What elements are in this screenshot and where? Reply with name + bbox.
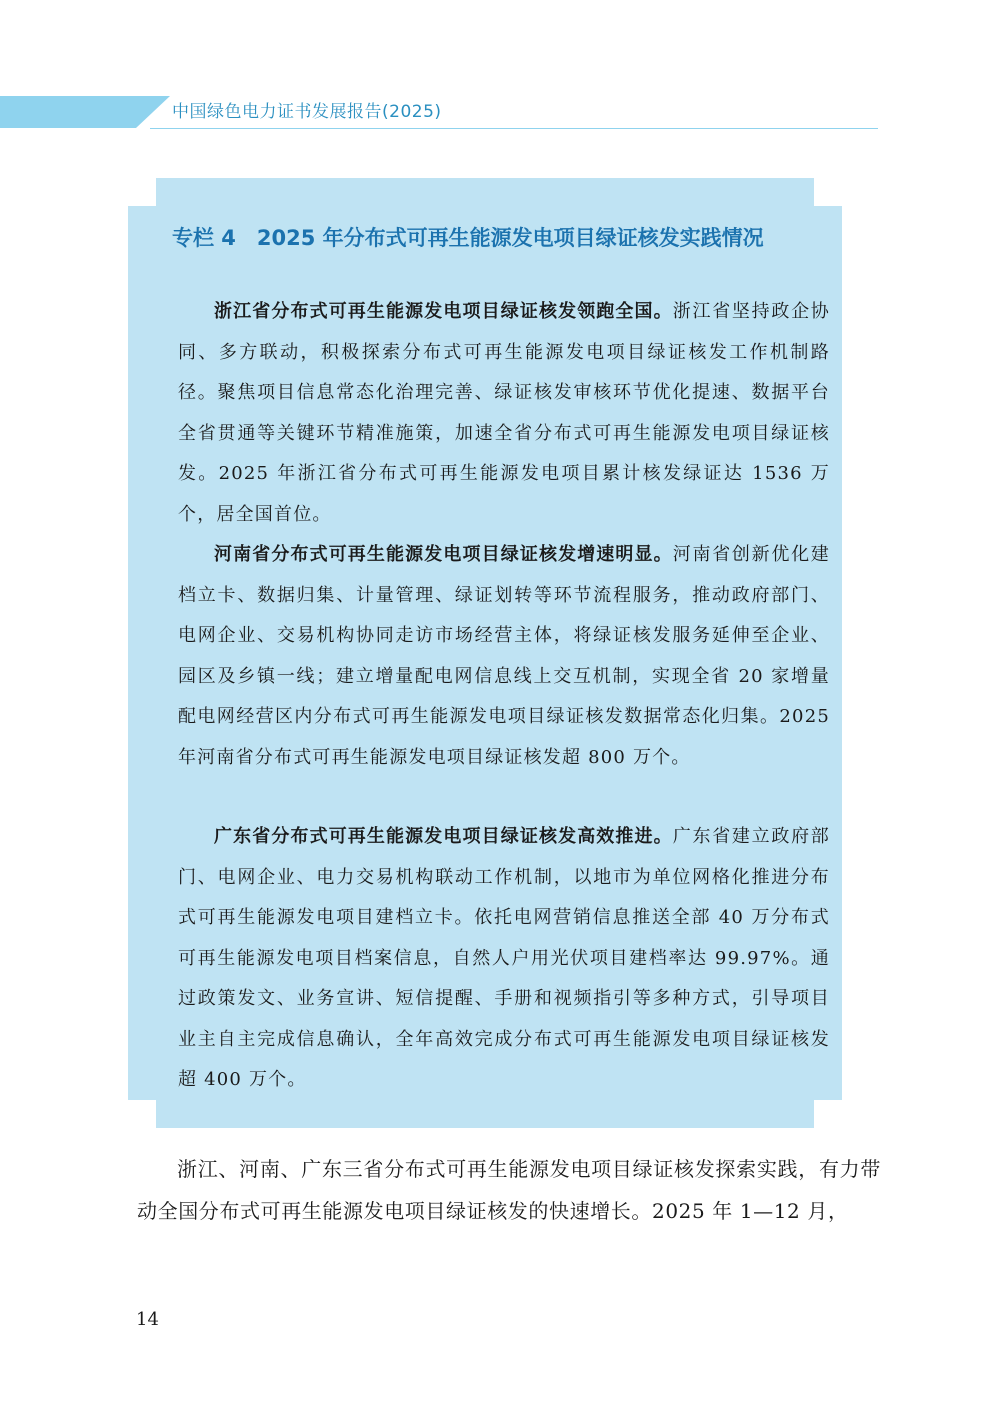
box-paragraph-zhejiang (178, 292, 830, 535)
paragraph-lead-zhejiang: 浙江省分布式可再生能源发电项目绿证核发领跑全国。 (214, 301, 673, 322)
paragraph-text-henan: 河南省创新优化建档立卡、数据归集、计量管理、绿证划转等环节流程服务，推动政府部门、电网企业、交易机构协同走访市场经营主体，将绿证核发服务延伸至企业、园区及乡镇一线；建立增量配电网信息线上交互机制，实现全省 20 家增量配电网经营区内分布式可再生能源发电项目绿证核发数据常态化归集。2025 年河南省分布式可再生能源发电项目绿证核发超 800 万个。 (178, 544, 830, 768)
paragraph-text-guangdong: 广东省建立政府部门、电网企业、电力交易机构联动工作机制，以地市为单位网格化推进分布式可再生能源发电项目建档立卡。依托电网营销信息推送全部 40 万分布式可再生能源发电项目档案信息，自然人户用光伏项目建档率达 99.97%。通过政策发文、业务宣讲、短信提醒、手册和视频指引等多种方式，引导项目业主自主完成信息确认，全年高效完成分布式可再生能源发电项目绿证核发超 400 万个。 (178, 826, 830, 1090)
box-paragraph-henan (178, 535, 830, 778)
running-header-title: 中国绿色电力证书发展报告(2025) (172, 102, 442, 122)
box-paragraph-guangdong (178, 817, 830, 1101)
paragraph-text-zhejiang: 浙江省坚持政企协同、多方联动，积极探索分布式可再生能源发电项目绿证核发工作机制路径。聚焦项目信息常态化治理完善、绿证核发审核环节优化提速、数据平台全省贯通等关键环节精准施策，加速全省分布式可再生能源发电项目绿证核发。2025 年浙江省分布式可再生能源发电项目累计核发绿证达 1536 万个，居全国首位。 (178, 301, 830, 525)
paragraph-lead-guangdong: 广东省分布式可再生能源发电项目绿证核发高效推进。 (214, 826, 673, 847)
sidebar-box-title: 专栏 4 2025 年分布式可再生能源发电项目绿证核发实践情况 (172, 226, 764, 250)
paragraph-lead-henan: 河南省分布式可再生能源发电项目绿证核发增速明显。 (214, 544, 673, 565)
body-paragraph: 浙江、河南、广东三省分布式可再生能源发电项目绿证核发探索实践，有力带动全国分布式可再生能源发电项目绿证核发的快速增长。2025 年 1—12 月， (137, 1157, 881, 1223)
header-band (0, 96, 170, 128)
header-divider (150, 128, 878, 129)
page-number: 14 (136, 1309, 159, 1330)
